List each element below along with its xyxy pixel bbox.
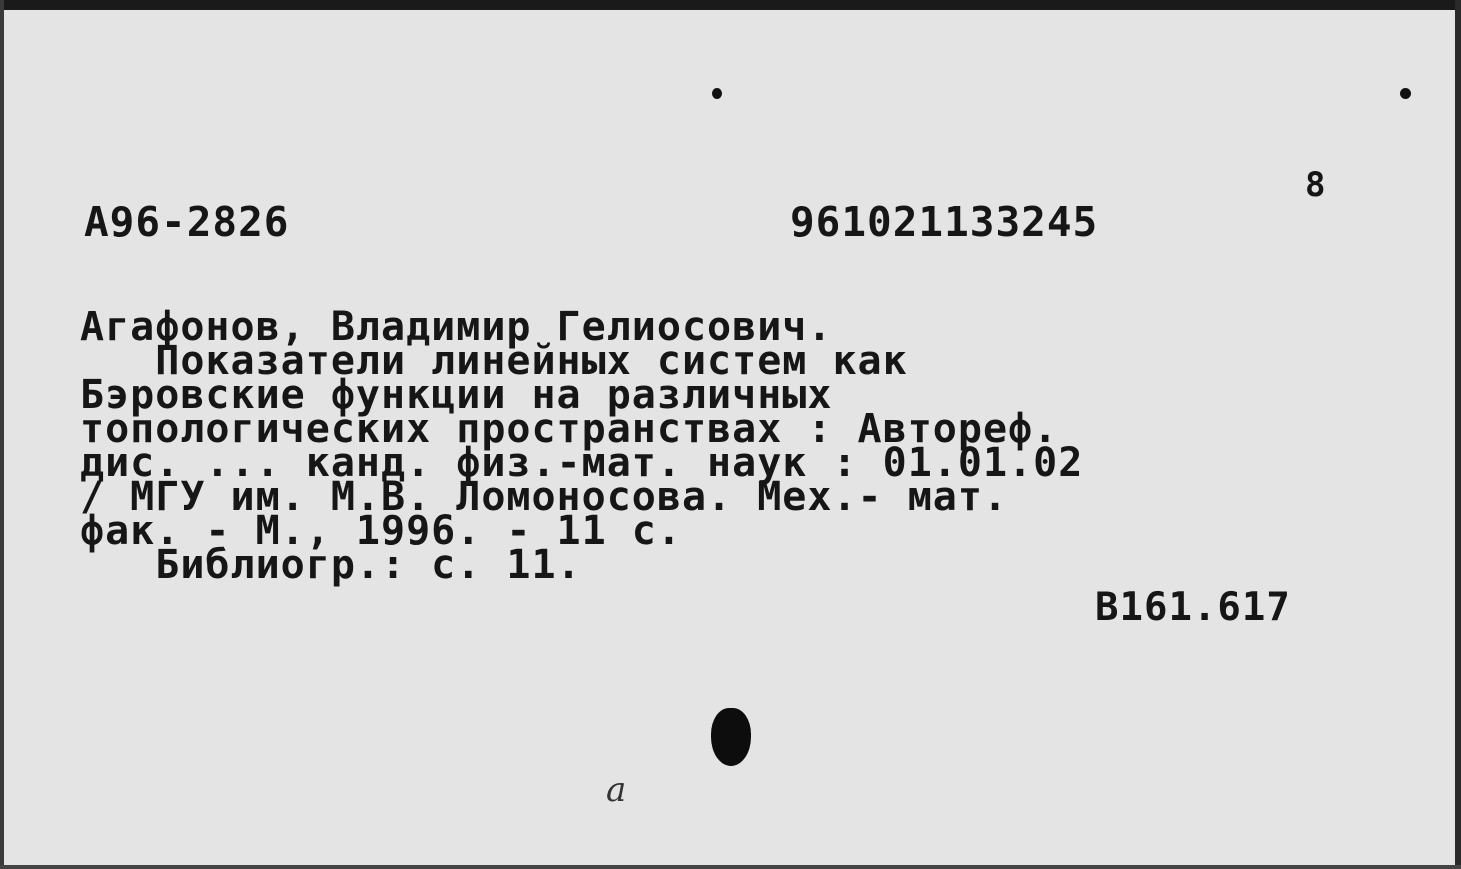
- record-id: 961021133245: [790, 198, 1099, 246]
- shelf-mark: В161.617: [1095, 585, 1291, 630]
- description-line: топологических пространствах : Автореф.: [80, 406, 1059, 452]
- description-line: / МГУ им. М.В. Ломоносова. Мех.- мат.: [80, 474, 1009, 520]
- handwritten-mark: а: [606, 770, 627, 810]
- description-line: дис. ... канд. физ.-мат. наук : 01.01.02: [80, 440, 1084, 486]
- description-line: фак. - М., 1996. - 11 с.: [80, 508, 682, 554]
- description-line: Показатели линейных систем как: [80, 338, 908, 384]
- card-right-edge: [1455, 0, 1461, 869]
- bibliography-note: Библиогр.: с. 11.: [80, 542, 582, 588]
- description-line: Бэровские функции на различных: [80, 372, 833, 418]
- card-number: 8: [1305, 165, 1327, 205]
- card-left-edge: [0, 0, 4, 869]
- card-top-edge: [0, 0, 1461, 10]
- card-bottom-edge: [0, 865, 1461, 869]
- accession-number: А96-2826: [84, 198, 290, 246]
- author-heading: Агафонов, Владимир Гелиосович.: [80, 304, 833, 350]
- ink-blot: [711, 708, 751, 766]
- punch-dot: [1400, 88, 1411, 99]
- punch-dot: [712, 88, 722, 99]
